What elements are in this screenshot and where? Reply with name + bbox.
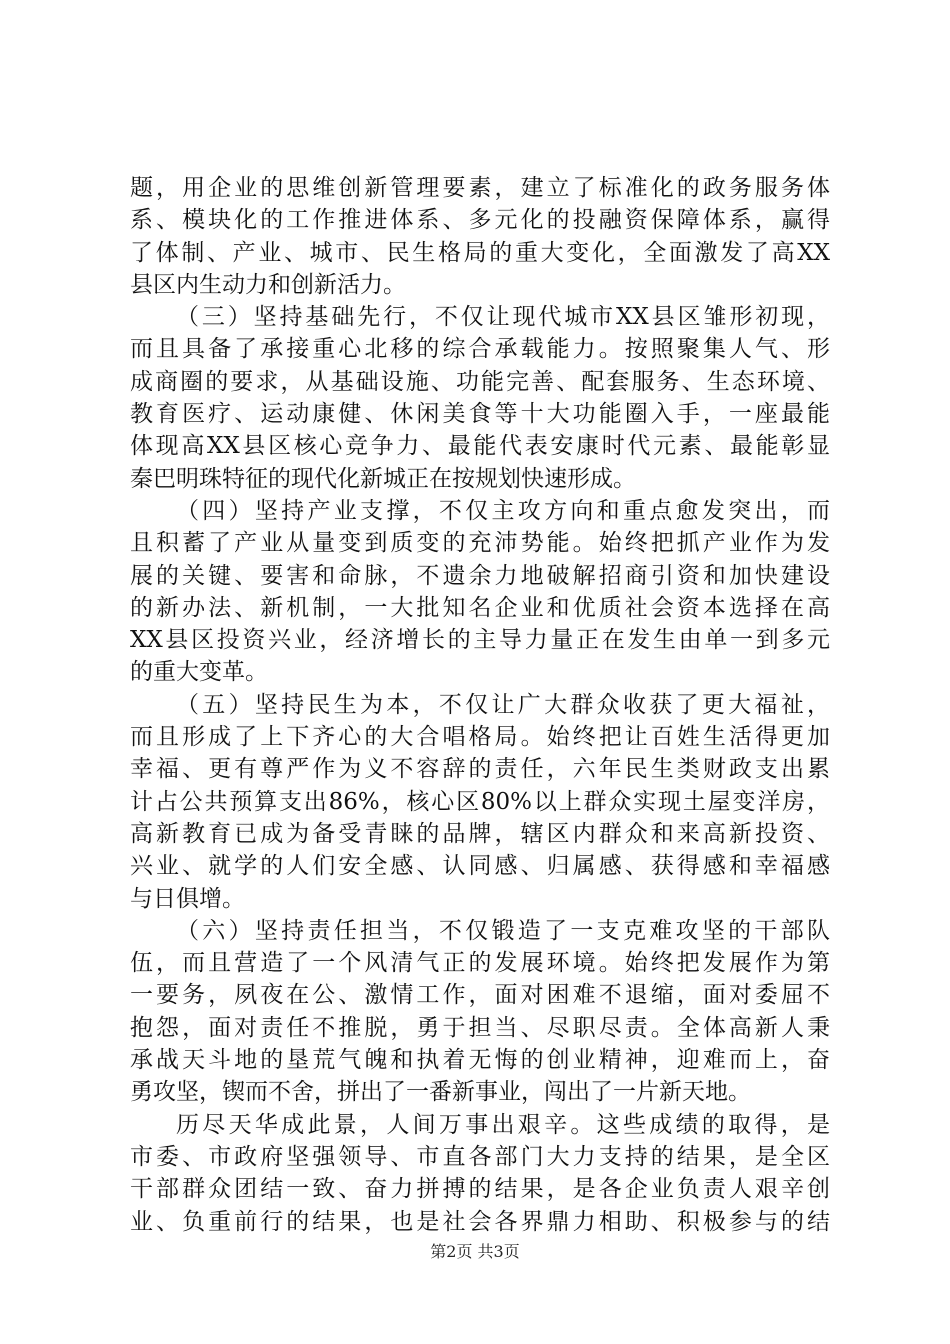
text-line: 幸福、更有尊严作为义不容辞的责任，六年民生类财政支出累 [130,756,830,783]
text-line: 一要务，夙夜在公、激情工作，面对困难不退缩，面对委屈不 [130,982,830,1009]
text-line: 伍，而且营造了一个风清气正的发展环境。始终把发展作为第 [130,950,830,977]
text-line: 成商圈的要求，从基础设施、功能完善、配套服务、生态环境、 [130,368,830,395]
text-line: 教育医疗、运动康健、休闲美食等十大功能圈入手，一座最能 [130,401,830,428]
text-line: 系、模块化的工作推进体系、多元化的投融资保障体系，赢得 [130,207,830,234]
text-line: 秦巴明珠特征的现代化新城正在按规划快速形成。 [130,465,636,492]
text-line: 而且形成了上下齐心的大合唱格局。始终把让百姓生活得更加 [130,724,830,751]
text-line: 县区内生动力和创新活力。 [130,271,406,298]
text-line: 勇攻坚，锲而不舍，拼出了一番新事业，闯出了一片新天地。 [130,1079,751,1106]
text-line: （三）坚持基础先行，不仅让现代城市XX县区雏形初现， [176,304,830,331]
text-line: 历尽天华成此景，人间万事出艰辛。这些成绩的取得，是 [176,1111,830,1138]
text-line: 业、负重前行的结果，也是社会各界鼎力相助、积极参与的结 [130,1208,830,1235]
text-line: 承战天斗地的垦荒气魄和执着无悔的创业精神，迎难而上，奋 [130,1047,830,1074]
text-line: 兴业、就学的人们安全感、认同感、归属感、获得感和幸福感 [130,853,830,880]
text-line: 高新教育已成为备受青睐的品牌，辖区内群众和来高新投资、 [130,820,830,847]
text-line: 与日俱增。 [130,885,245,912]
text-line: （六）坚持责任担当，不仅锻造了一支克难攻坚的干部队 [176,917,830,944]
text-line: 且积蓄了产业从量变到质变的充沛势能。始终把抓产业作为发 [130,530,830,557]
text-line: 而且具备了承接重心北移的综合承载能力。按照聚集人气、形 [130,336,830,363]
text-line: 抱怨，面对责任不推脱，勇于担当、尽职尽责。全体高新人秉 [130,1014,830,1041]
page-footer [0,1242,950,1262]
text-line: 的重大变革。 [130,659,268,686]
text-line: 展的关键、要害和命脉，不遗余力地破解招商引资和加快建设 [130,562,830,589]
text-line: （五）坚持民生为本，不仅让广大群众收获了更大福祉， [176,691,830,718]
text-line: 体现高XX县区核心竞争力、最能代表安康时代元素、最能彰显 [130,433,830,460]
text-line: 了体制、产业、城市、民生格局的重大变化，全面激发了高XX [130,239,830,266]
text-line: （四）坚持产业支撑，不仅主攻方向和重点愈发突出，而 [176,497,830,524]
page-number-label: 第2页 共3页 [430,1242,520,1261]
text-line: 市委、市政府坚强领导、市直各部门大力支持的结果，是全区 [130,1143,830,1170]
text-line: 的新办法、新机制，一大批知名企业和优质社会资本选择在高 [130,594,830,621]
text-line: 干部群众团结一致、奋力拼搏的结果，是各企业负责人艰辛创 [130,1176,830,1203]
text-line: 计占公共预算支出86%，核心区80%以上群众实现土屋变洋房， [130,788,830,815]
text-line: XX县区投资兴业，经济增长的主导力量正在发生由单一到多元 [130,627,830,654]
document-body [130,172,830,1238]
text-line: 题，用企业的思维创新管理要素，建立了标准化的政务服务体 [130,175,830,201]
